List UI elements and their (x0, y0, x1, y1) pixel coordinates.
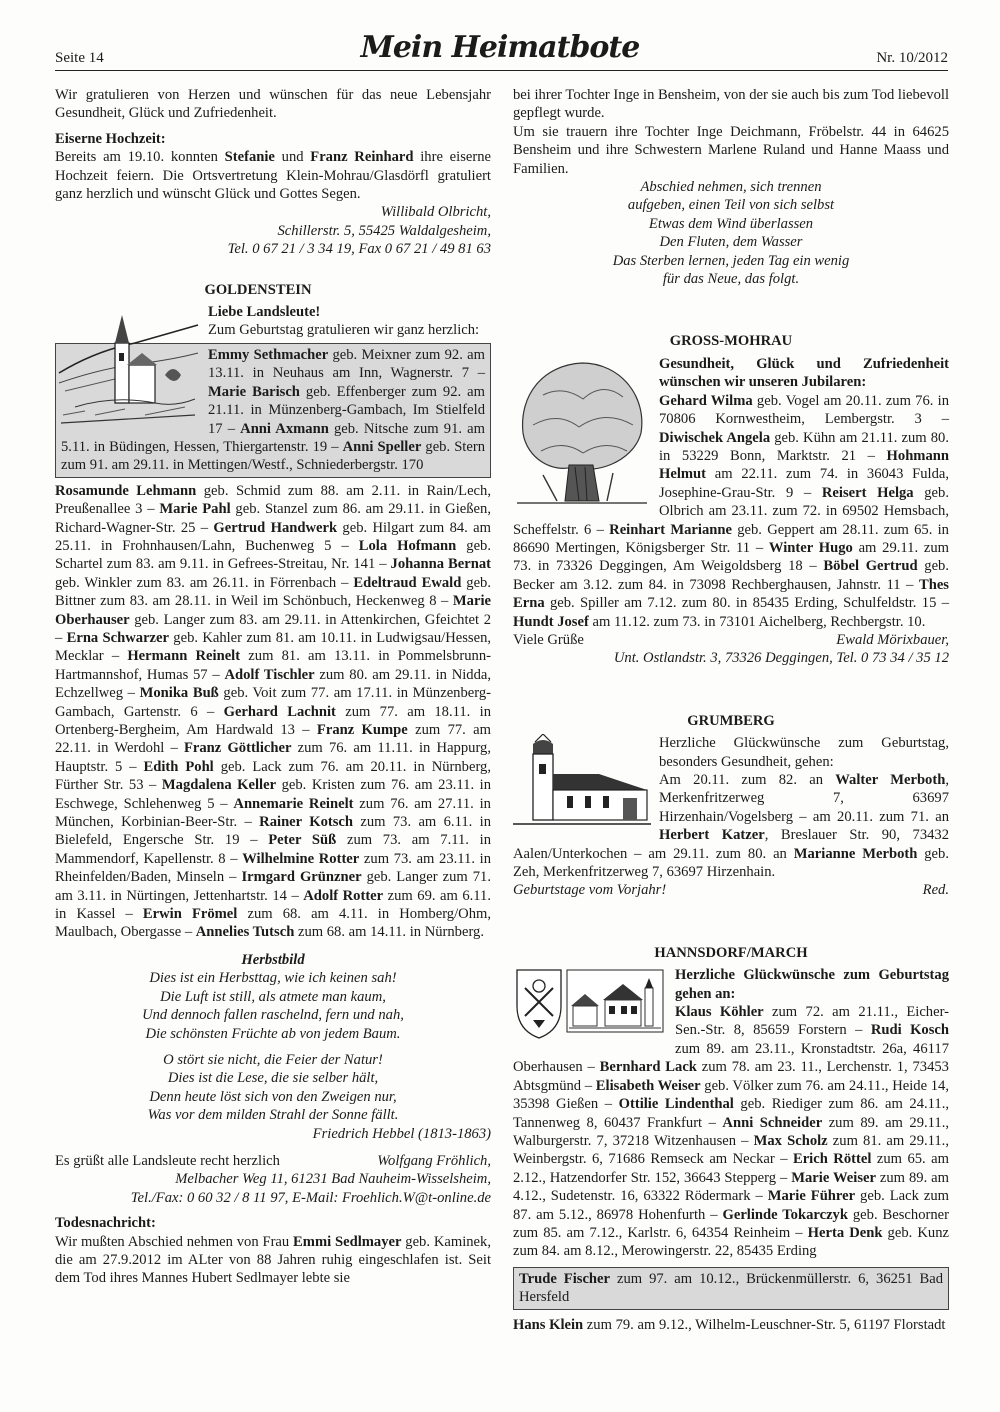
poem-line: Das Sterben lernen, jeden Tag ein wenig (612, 252, 850, 269)
poem-line: O stört sie nicht, die Feier der Natur! (163, 1051, 383, 1068)
gross-mohrau-greet: Viele Grüße (513, 631, 584, 648)
tod-poem (513, 178, 949, 288)
tod-text: Wir mußten Abschied nehmen von Frau Emmi Sedlmayer geb. Kaminek, die am 27.9.2012 im ALter von 88 Jahren ruhig eingeschlafen ist. Seit dem Tod ihres Mannes Hubert Sedlmayer lebte sie (55, 1233, 491, 1287)
goldenstein-greeting: Liebe Landsleute! (208, 304, 321, 321)
poem-line: Etwas dem Wind überlassen (648, 215, 814, 232)
goldenstein-greeting-text: Zum Geburtstag gratulieren wir ganz herzlich: (208, 322, 480, 339)
entry-details: zum 89. am 4.12., Sudetenstr. 16, 63322 Rödermark – (513, 1169, 949, 1205)
poem-line: Die schönsten Früchte ab von jedem Baum. (145, 1025, 401, 1042)
eiserne-signature-address: Schillerstr. 5, 55425 Waldalgesheim, (277, 222, 491, 239)
goldenstein-heading: GOLDENSTEIN (204, 281, 312, 298)
grumberg-lead: Herzliche Glückwünsche zum Geburtstag, besonders Gesundheit, gehen: (659, 735, 949, 770)
eiserne-text: Bereits am 19.10. konnten Stefanie und Franz Reinhard ihre eiserne Hochzeit feiern. Die Ortsvertretung Klein-Mohrau/Glasdörfl gratuliert ganz herzlich und wünscht Glück und Gottes Segen. (55, 149, 491, 203)
hannsdorf-lead: Herzliche Glückwünsche zum Geburtstag gehen an: (675, 967, 949, 1002)
entry-details: zum 73. am 6.11. in Bielefeld, Engersche Str. 19 – (55, 814, 491, 849)
eiserne-signature-name: Willibald Olbricht, (380, 204, 491, 221)
hannsdorf-last-entry: Hans Klein zum 79. am 9.12., Wilhelm-Leuschner-Str. 5, 61197 Florstadt (513, 1316, 946, 1333)
entry-details: zum 76. am 27.11. in München, Korbinian-Beer-Str. – (55, 795, 491, 831)
poem-line: Dies ist ein Herbsttag, wie ich keinen sah! (149, 970, 397, 987)
tod-continuation: bei ihrer Tochter Inge in Bensheim, von der sie auch bis zum Tod liebevoll gepflegt wurde. (513, 87, 949, 122)
entry-name: Hundt Josef (513, 613, 589, 630)
entry-details: geb. Vogel am 20.11. zum 76. in 70806 Kornwestheim, Lembergstr. 3 – (659, 392, 949, 428)
grumberg-note-row (513, 881, 949, 899)
entry-details: zum 72. am 21.11., Eicher-Sen.-Str. 8, 85659 Forstern – (675, 1004, 949, 1039)
entry-name: Annemarie Reinelt (233, 795, 354, 812)
gross-mohrau-lead: Gesundheit, Glück und Zufriedenheit wünschen wir unseren Jubilaren: (659, 355, 949, 391)
entry-details: am 29.11. zum 73. in 73326 Deggingen, Am Weigoldsberg 18 – (513, 539, 950, 575)
grumberg-text: Am 20.11. zum 82. an Walter Merboth, Merkenfritzerweg 7, 63697 Hirzenhain/Vogelsberg – am 20.11. zum 71. an Herbert Katzer, Breslauer Str. 90, 73432 Aalen/Unterkochen – am 29.11. zum 80. an Marianne Merboth geb. Zeh, Merkenfritzerweg 7, 63697 Hirzenhain. (513, 772, 950, 881)
poem-line: Den Fluten, dem Wasser (659, 234, 803, 251)
entry-details: geb. Schmid zum 88. am 2.11. in Rain/Lech, Preußenallee 3 – (55, 482, 491, 518)
poem-title: Herbstbild (241, 951, 305, 968)
entry-name: Bernhard Lack (599, 1059, 697, 1076)
entry-name: Lola Hofmann (358, 537, 457, 554)
entry-details: zum 89. am 29.11., Walburgerstr. 7, 37218 Witzenhausen – (513, 1114, 949, 1149)
entry-details: am 22.11. zum 74. in 36043 Fulda, Josephine-Grau-Str. 9 – (659, 466, 949, 501)
gross-mohrau-greet-row (513, 631, 949, 649)
entry-details: zum 77. am 18.11. in Ortenberg-Bergheim, Am Hardwald 13 – (55, 703, 491, 738)
entry-details: zum 89. am 23.11., Kronstadtstr. 26a, 46117 Oberhausen – (513, 1040, 949, 1076)
tod-continuation-2: Um sie trauern ihre Tochter Inge Deichmann, Fröbelstr. 44 in 64625 Bensheim und ihre Schwestern Marlene Ruland und Hanne Maass und Familien. (513, 123, 949, 177)
grumberg-red: Red. (922, 882, 949, 899)
entry-name: Thes Erna (513, 576, 949, 612)
poem-line: Die Luft ist still, als atmete man kaum, (160, 988, 386, 1005)
entry-details: geb. Olbrich am 23.11. zum 72. in 69502 Hemsbach, Scheffelstr. 6 – (513, 484, 949, 538)
entry-name: Peter Süß (268, 832, 337, 849)
poem-line: für das Neue, das folgt. (662, 271, 800, 288)
goldenstein-greet-contact: Tel./Fax: 0 60 32 / 8 11 97, E-Mail: Froehlich.W@t-online.de (130, 1189, 491, 1206)
entry-name: Ottilie Lindenthal (618, 1096, 734, 1113)
entry-name: Franz Kumpe (316, 722, 408, 738)
masthead: Mein Heimatbote (360, 30, 640, 65)
goldenstein-highlight-box: Emmy Sethmacher geb. Meixner zum 92. am 13.11. in Neuhaus am Inn, Wagnerstr. 7 – Marie Barisch geb. Effenberger zum 92. am 21.11. in Münzenberg-Gambach, Im Stielfeld 17 – Anni Axmann geb. Nitsche zum 91. am 5.11. in Büdingen, Hessen, Thiergartenstr. 19 – Anni Speller geb. Stern zum 91. am 29.11. in Mettingen/Westf., Schniederbergstr. 170 (55, 343, 491, 478)
entry-details: zum 77. am 22.11. in Werdohl – (55, 722, 491, 757)
entry-details: geb. Kahler zum 81. am 10.11. in Ludwigsau/Hessen, Mecklar – (55, 629, 492, 665)
entry-name: Gertrud Handwerk (213, 519, 338, 536)
entry-name: Monika Buß (139, 685, 219, 702)
entry-name: Marie Oberhauser (55, 593, 491, 628)
goldenstein-church-illustration (55, 303, 200, 431)
entry-details: geb. Lack zum 87. am 5.12., 86978 Hohenfurth – (513, 1188, 949, 1223)
entry-details: zum 68. am 14.11. in Nürnberg. (294, 924, 485, 941)
goldenstein-greet-sig: Wolfgang Fröhlich, (377, 1152, 491, 1169)
entry-details: geb. Langer zum 71. am 3.11. in Nürtingen, Jettenhartstr. 14 – (55, 869, 491, 904)
grumberg-note: Geburtstage vom Vorjahr! (513, 882, 667, 899)
gross-mohrau-heading: GROSS-MOHRAU (669, 333, 793, 350)
entry-name: Reisert Helga (821, 484, 914, 501)
issue-number: Nr. 10/2012 (876, 50, 948, 66)
goldenstein-greet-text: Es grüßt alle Landsleute recht herzlich (55, 1152, 280, 1169)
entry-details: zum 69. am 6.11. in Kassel – (55, 887, 492, 923)
entry-name: Gehard Wilma (659, 392, 753, 409)
hannsdorf-heading: HANNSDORF/MARCH (654, 944, 808, 961)
header-rule (55, 70, 948, 71)
entry-name: Gerhard Lachnit (223, 703, 336, 720)
entry-name: Edeltraud Ewald (353, 574, 462, 591)
entry-details: zum 80. am 29.11. in Nidda, Echzellweg – (55, 666, 492, 702)
entry-details: geb. Spiller am 7.12. zum 80. in 85435 Erding, Schulfeldstr. 15 – (544, 595, 949, 612)
entry-name: Marie Führer (767, 1188, 856, 1205)
entry-details: geb. Stanzel zum 86. am 29.11. in Gießen, Richard-Wagner-Str. 25 – (55, 501, 491, 536)
entry-name: Herta Denk (807, 1224, 883, 1241)
entry-name: Hermann Reinelt (127, 648, 241, 665)
hannsdorf-highlight-box: Trude Fischer zum 97. am 10.12., Brückenmüllerstr. 6, 36251 Bad Hersfeld (513, 1267, 949, 1310)
entry-details: geb. Kunz zum 84. am 8.12., Merowingerstr. 22, 85435 Erding (513, 1224, 949, 1260)
entry-name: Böbel Gertrud (823, 558, 918, 575)
tod-heading: Todesnachricht: (55, 1215, 156, 1232)
entry-name: Rosamunde Lehmann (55, 482, 197, 499)
entry-details: geb. Geppert am 28.11. zum 65. in 86690 Mertingen, Königsberger Str. 11 – (513, 521, 949, 556)
right-column (513, 86, 949, 1334)
entry-details: geb. Langer zum 83. am 29.11. in Attenkirchen, Gfeichtet 2 – (55, 611, 491, 646)
entry-details: geb. Lack zum 76. am 20.11. in Nürnberg, Fürther Str. 53 – (55, 758, 491, 794)
eiserne-heading: Eiserne Hochzeit: (55, 130, 166, 147)
entry-name: Adolf Rotter (303, 887, 384, 904)
entry-name: Diwischek Angela (659, 429, 771, 446)
entry-details: zum 76. am 11.11. in Happurg, Hauptstr. 5 – (55, 740, 491, 775)
entry-details: zum 68. am 4.11. in Homberg/Ohm, Maulbach, Obergasse – (55, 906, 491, 941)
entry-name: Annelies Tutsch (195, 924, 295, 941)
entry-details: zum 73. am 7.11. in Mammendorf, Kapellenstr. 8 – (55, 832, 491, 867)
entry-name: Erich Röttel (792, 1151, 872, 1168)
poem-author: Friedrich Hebbel (1813-1863) (312, 1125, 491, 1142)
entry-name: Irmgard Grünzner (241, 869, 362, 886)
entry-details: zum 73. am 23.11. in Rheinfelden/Baden, Minseln – (55, 850, 491, 886)
entry-name: Magdalena Keller (161, 777, 277, 794)
poem-line: Was vor dem milden Strahl der Sonne fällt. (147, 1107, 399, 1124)
entry-details: geb. Kühn am 21.11. zum 80. in 53229 Bonn, Marktstr. 21 – (659, 429, 949, 464)
entry-details: geb. Riediger zum 86. am 24.11., Tannenweg 8, 60437 Frankfurt – (513, 1096, 950, 1131)
poem-line: Dies ist die Lese, die sie selber hält, (167, 1070, 379, 1087)
entry-name: Erwin Frömel (142, 906, 238, 923)
poem-line: Und dennoch fallen raschelnd, fern und nah, (142, 1007, 404, 1024)
entry-name: Reinhart Marianne (609, 521, 732, 538)
entry-details: zum 81. am 13.11. in Pommelsbrunn-Hartmannshof, Humas 57 – (55, 648, 491, 683)
entry-name: Marie Weiser (791, 1169, 876, 1186)
entry-name: Edith Pohl (143, 758, 214, 775)
entry-details: geb. Winkler zum 83. am 26.11. in Förrenbach – (55, 574, 354, 591)
goldenstein-birthday-list (55, 482, 491, 942)
entry-details: geb. Voit zum 77. am 17.11. in Münzenberg-Gambach, Gartenstr. 6 – (55, 685, 491, 720)
entry-details: zum 78. am 23. 11., Lerchenstr. 1, 73453 Abtsgmünd – (513, 1059, 949, 1094)
entry-details: geb. Bittner zum 83. am 28.11. in Weil im Schönbuch, Heckenweg 8 – (55, 574, 492, 610)
page-number: Seite 14 (55, 50, 104, 66)
entry-name: Elisabeth Weiser (595, 1077, 701, 1094)
entry-details: geb. Hilgart zum 84. am 25.11. in Frohnhausen/Lahn, Buchenweg 5 – (55, 519, 491, 554)
entry-name: Rainer Kotsch (259, 814, 354, 831)
hannsdorf-illustrations (513, 966, 667, 1040)
eiserne-signature-phone: Tel. 0 67 21 / 3 34 19, Fax 0 67 21 / 49 81 63 (227, 241, 491, 258)
entry-name: Max Scholz (753, 1132, 828, 1149)
entry-details: geb. Beschorner zum 85. am 7.12., Karlstr. 6, 64354 Reinheim – (513, 1206, 949, 1241)
entry-name: Wilhelmine Rotter (242, 850, 360, 867)
poem-line: Abschied nehmen, sich trennen (640, 179, 822, 196)
entry-details: geb. Völker zum 76. am 24.11., Heide 14, 35398 Gießen – (513, 1077, 949, 1113)
entry-name: Erna Schwarzer (66, 629, 169, 646)
entry-details: zum 81. am 29.11., Weinbergstr. 6, 71686 Remseck am Neckar – (513, 1132, 949, 1168)
entry-details: am 11.12. zum 73. in 73101 Aichelberg, Rechbergstr. 10. (588, 613, 926, 630)
poem-lines (55, 969, 491, 1124)
entry-details: geb. Schartel zum 83. am 9.11. in Gefrees-Streitau, Nr. 141 – (55, 537, 491, 573)
entry-name: Klaus Köhler (675, 1004, 764, 1021)
gross-mohrau-address: Unt. Ostlandstr. 3, 73326 Deggingen, Tel. 0 73 34 / 35 12 (613, 650, 949, 667)
goldenstein-greet-address: Melbacher Weg 11, 61231 Bad Nauheim-Wisselsheim, (175, 1171, 491, 1188)
poem-line: aufgeben, einen Teil von sich selbst (627, 197, 835, 214)
entry-name: Johanna Bernat (390, 556, 491, 573)
entry-details: zum 65. am 2.12., Hatzendorfer Str. 152, 36643 Stepperg – (513, 1151, 949, 1186)
entry-name: Franz Göttlicher (183, 740, 292, 757)
gross-mohrau-sig: Ewald Mörixbauer, (836, 631, 949, 648)
entry-name: Rudi Kosch (870, 1022, 949, 1039)
entry-name: Adolf Tischler (224, 666, 315, 683)
left-column (55, 86, 491, 1288)
intro-text: Wir gratulieren von Herzen und wünschen für das neue Lebensjahr Gesundheit, Glück und Zufriedenheit. (55, 87, 491, 122)
entry-details: geb. Kristen zum 76. am 23.11. in Eschwege, Schlehenweg 5 – (55, 777, 491, 812)
entry-name: Gerlinde Tokarczyk (722, 1206, 848, 1223)
entry-name: Hohmann Helmut (659, 447, 949, 483)
goldenstein-greet-row (55, 1152, 491, 1170)
poem-line: Denn heute löst sich von den Zweigen nur, (149, 1088, 397, 1105)
entry-name: Winter Hugo (768, 539, 853, 556)
hannsdorf-birthday-list (513, 1003, 949, 1261)
grumberg-church-illustration (513, 734, 651, 830)
gross-mohrau-tree-illustration (513, 355, 651, 507)
entry-details: geb. Becker am 3.12. zum 84. in 73098 Rechberghausen, Jahnstr. 11 – (513, 558, 949, 593)
entry-name: Anni Schneider (722, 1114, 823, 1131)
entry-name: Marie Pahl (159, 501, 231, 518)
grumberg-heading: GRUMBERG (687, 712, 775, 729)
